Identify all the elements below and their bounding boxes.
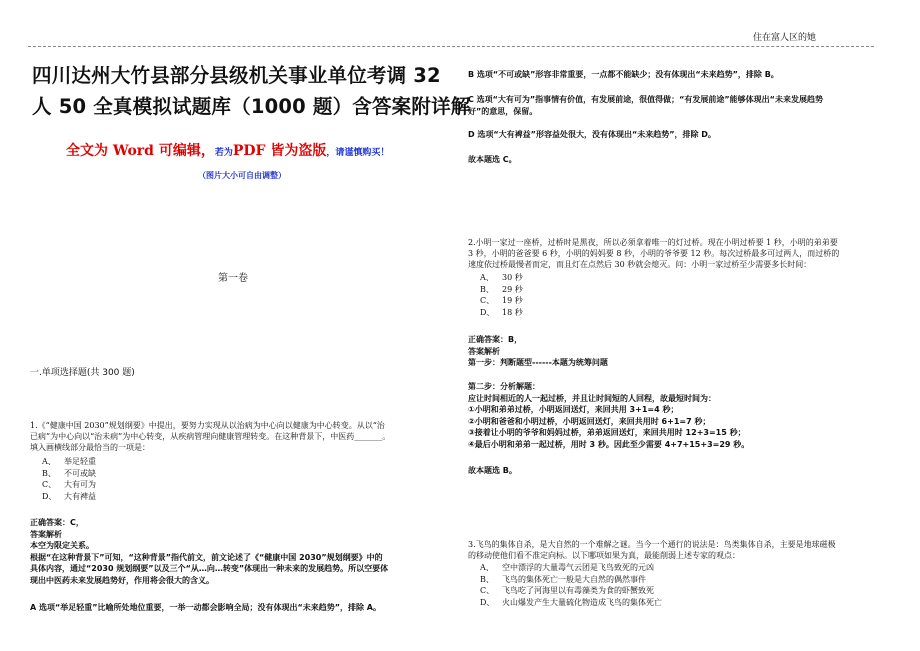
q2-step2-line: ④最后小明和弟弟一起过桥，用时 3 秒。因此至少需要 4+7+15+3=29 秒。 (468, 439, 750, 449)
q1-explain-b: B 选项“不可或缺”形容非常重要，一点都不能缺少；没有体现出“未来趋势”，排除 B。 (468, 70, 779, 79)
q1-stem (30, 420, 460, 453)
q3-option-a (480, 562, 662, 574)
q1-analysis-line: 现出中医药未来发展趋势好，作用将会很大的含义。 (30, 575, 214, 585)
q1-explain-c-line: 好”的意思，保留。 (468, 106, 538, 116)
q1-option-d (42, 491, 96, 503)
q2-option-a (480, 272, 523, 284)
q2-stem-line: 3 秒，小明的爸爸要 6 秒，小明的妈妈要 8 秒，小明的爷爷要 12 秒。每次过桥最多可过两人，而过桥的 (468, 249, 840, 258)
subtitle-part-4: ，请谨慎购买！ (326, 148, 390, 158)
q1-explain-c-line: C 选项“大有可为”指事情有价值，有发展前途，很值得做；“有发展前途”能够体现出“未来发展趋势 (468, 95, 823, 104)
option-text: 空中漂浮的大量毒气云团是飞鸟致死的元凶 (502, 563, 654, 572)
q2-stem-line: 2.小明一家过一座桥，过桥时是黑夜，所以必须拿着唯一的灯过桥。现在小明过桥要 1 秒，小明的弟弟要 (468, 238, 838, 247)
q2-stem-line: 速度依过桥最慢者而定，而且灯在点然后 30 秒就会熄灭。问：小明一家过桥至少需要多长时间： (468, 260, 812, 269)
option-text: 举足轻重 (64, 457, 96, 466)
q2-option-c (480, 295, 523, 307)
q1-explain-a: A 选项“举足轻重”比喻所处地位重要，一举一动都会影响全局；没有体现出“未来趋势”，排除 A。 (30, 603, 381, 612)
subtitle-part-3: PDF 皆为盗版 (232, 143, 327, 159)
q1-stem-line: 填入画横线部分最恰当的一项是： (30, 443, 150, 452)
header-text: 住在富人区的她 (752, 33, 816, 43)
option-text: 不可或缺 (64, 468, 96, 478)
subtitle-part-2: 若为 (214, 148, 233, 158)
header-divider (28, 46, 874, 47)
option-text: 18 秒 (502, 307, 523, 317)
q1-answer-block (30, 517, 460, 586)
option-letter: B、 (480, 284, 494, 294)
q2-step2-line: ①小明和弟弟过桥，小明返回送灯，来回共用 3+1=4 秒； (468, 405, 679, 414)
option-text: 飞鸟的集体死亡一般是大自然的偶然事件 (502, 574, 646, 584)
q2-step2-line: ②小明和爸爸和小明过桥，小明返回送灯，来回共用时 6+1=7 秒； (468, 416, 711, 426)
q2-step1: 第一步：判断题型------本题为统筹问题 (468, 358, 608, 367)
q1-stem-line: 已病”为中心向以“治未病”为中心转变，从疾病管理向健康管理转变。在这种背景下，中医药_______。 (30, 432, 391, 441)
option-letter: C、 (42, 480, 57, 489)
q3-option-d (480, 597, 662, 609)
q1-analysis-title: 答案解析 (30, 529, 62, 539)
q3-stem-line: 3.飞鸟的集体自杀，是大自然的一个难解之谜。当今一个通行的说法是：鸟类集体自杀，主要是地球磁极 (468, 540, 836, 549)
q1-option-b (42, 468, 96, 480)
option-letter: A、 (42, 457, 56, 466)
option-letter: C、 (480, 296, 495, 305)
q2-step2-line: ③接着让小明的爷爷和妈妈过桥，弟弟返回送灯，来回共用时 12+3=15 秒； (468, 428, 746, 437)
document-title (32, 60, 471, 122)
q3-stem-line: 的移动使他们看不准定向标。以下哪项如果为真，最能削弱上述专家的观点： (468, 551, 740, 560)
option-letter: A、 (480, 563, 494, 572)
q1-conclusion: 故本题选 C。 (468, 155, 517, 164)
q2-answer: 正确答案：B， (468, 335, 523, 344)
q2-answer-block (468, 334, 898, 369)
q1-explain-d: D 选项“大有裨益”形容益处很大，没有体现出“未来趋势”，排除 D。 (468, 130, 716, 139)
q3-options (480, 562, 662, 608)
q2-analysis-title: 答案解析 (468, 346, 500, 356)
option-letter: C、 (480, 586, 495, 595)
option-letter: B、 (42, 468, 56, 478)
image-note: （图片大小可自由调整） (198, 171, 286, 180)
q1-analysis-line: 根据“在这种背景下”可知，“这种背景”指代前文，前文论述了《“健康中国 2030”规划纲要》中的 (30, 552, 383, 562)
q3-option-b (480, 574, 662, 586)
option-text: 飞鸟吃了河海里以有毒藻类为食的虾蟹致死 (502, 586, 654, 595)
q2-option-b (480, 284, 523, 296)
option-text: 火山爆发产生大量硫化物造成飞鸟的集体死亡 (502, 597, 662, 607)
option-text: 30 秒 (502, 273, 523, 282)
subtitle (66, 140, 389, 160)
q2-conclusion: 故本题选 B。 (468, 466, 517, 475)
section-heading: 一.单项选择题(共 300 题) (30, 368, 135, 378)
option-text: 大有可为 (64, 480, 96, 489)
q2-option-d (480, 307, 523, 319)
option-letter: D、 (480, 307, 495, 317)
q3-stem (468, 539, 898, 561)
option-text: 29 秒 (502, 284, 523, 294)
volume-heading: 第一卷 (218, 273, 248, 284)
option-text: 大有裨益 (64, 491, 96, 501)
q1-explain-c (468, 94, 823, 117)
title-line-1: 四川达州大竹县部分县级机关事业单位考调 32 (32, 64, 441, 87)
q2-options (480, 272, 523, 318)
option-letter: A、 (480, 273, 494, 282)
q3-option-c (480, 585, 662, 597)
option-text: 19 秒 (502, 296, 523, 305)
q1-options (42, 456, 96, 502)
title-line-2: 人 50 全真模拟试题库（1000 题）含答案附详解 (32, 95, 471, 118)
subtitle-part-1: 全文为 Word 可编辑， (66, 143, 215, 159)
option-letter: D、 (480, 597, 495, 607)
q2-step2-block (468, 381, 898, 450)
q2-stem (468, 237, 898, 270)
q1-option-a (42, 456, 96, 468)
q1-analysis-line: 本空为限定关系。 (30, 541, 94, 550)
q1-answer: 正确答案：C， (30, 518, 84, 527)
q2-step2: 第二步：分析解题： (468, 382, 540, 391)
option-letter: D、 (42, 491, 57, 501)
q1-option-c (42, 479, 96, 491)
q1-stem-line: 1.《“健康中国 2030”规划纲要》中提出，要努力实现从以治病为中心向以健康为中心转变。从以“治 (30, 421, 385, 430)
q1-analysis-line: 具体内容，通过“2030 规划纲要”以及三个“从…向…转变”体现出一种未来的发展趋势。所以空要体 (30, 564, 389, 573)
q2-step2-line: 应让时间相近的人一起过桥，并且让时间短的人回程，故最短时间为： (468, 393, 716, 403)
option-letter: B、 (480, 574, 494, 584)
